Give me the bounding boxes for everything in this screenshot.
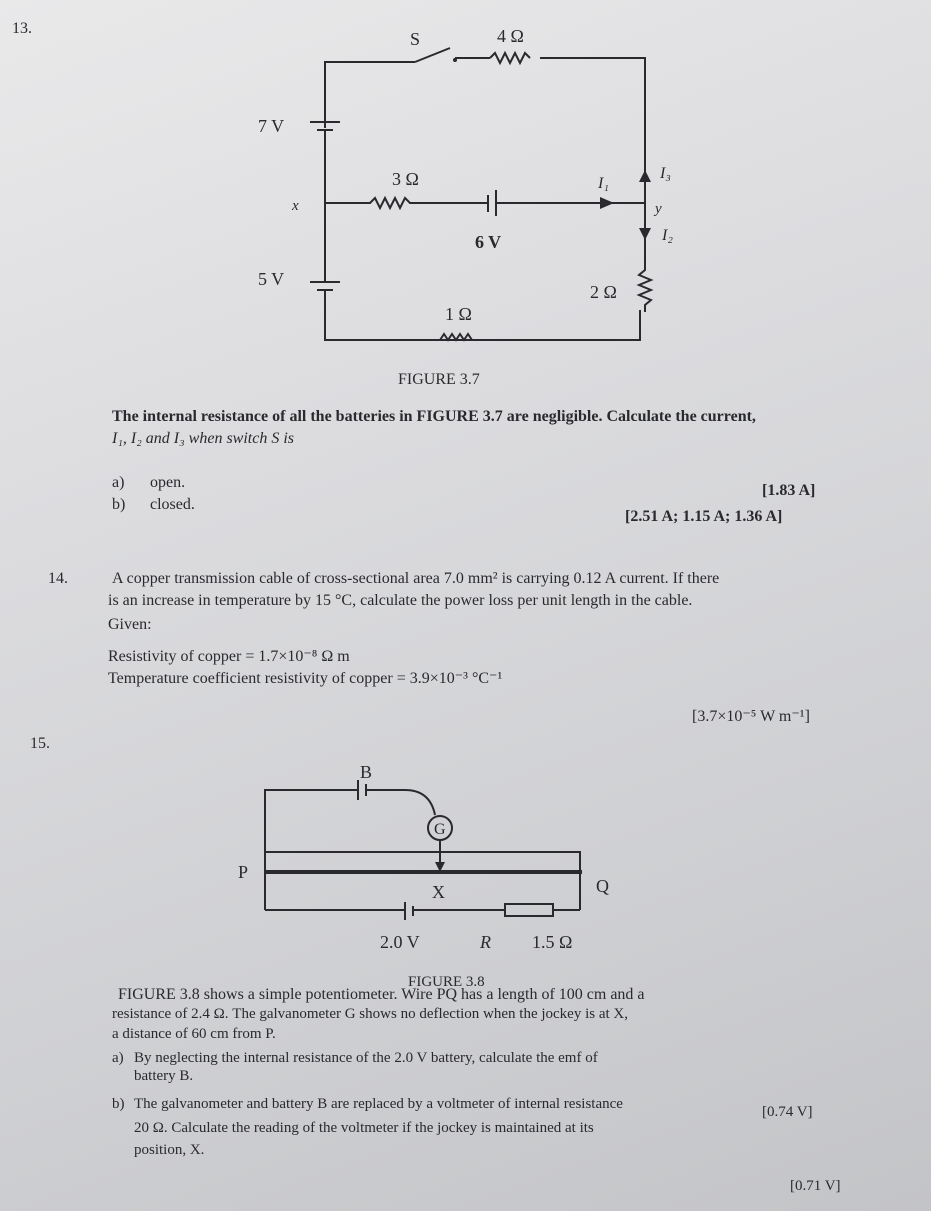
- label-r-right: 2 Ω: [590, 282, 617, 302]
- q14-line-4: Resistivity of copper = 1.7×10⁻⁸ Ω m: [108, 648, 350, 665]
- q13-text-2: I₁, I₂ and I₃ when switch S is: [112, 430, 295, 447]
- q15-part-b-line-1: The galvanometer and battery B are replaced by a voltmeter of internal resistance: [134, 1096, 623, 1112]
- q14-line-1: A copper transmission cable of cross-sectional area 7.0 mm² is carrying 0.12 A current. If there: [112, 570, 720, 587]
- question-14-number: 14.: [48, 570, 68, 587]
- label-emf: 2.0 V: [380, 932, 420, 952]
- q13-part-a-text: open.: [150, 474, 186, 491]
- q15-line-3: a distance of 60 cm from P.: [112, 1026, 276, 1042]
- q15-part-a-label: a): [112, 1050, 124, 1066]
- q13-part-a-answer: [1.83 A]: [762, 482, 816, 499]
- q15-line-2: resistance of 2.4 Ω. The galvanometer G shows no deflection when the jockey is at X,: [112, 1006, 628, 1022]
- label-i3: I₃: [660, 165, 671, 182]
- question-15-number: 15.: [30, 735, 50, 752]
- q15-part-a-line-1: By neglecting the internal resistance of the 2.0 V battery, calculate the emf of: [134, 1050, 598, 1066]
- label-emf-mid: 6 V: [475, 232, 502, 252]
- label-switch: S: [410, 29, 421, 49]
- q14-line-2: is an increase in temperature by 15 °C, calculate the power loss per unit length in the cable.: [108, 592, 693, 609]
- q15-part-a-line-2: battery B.: [134, 1068, 194, 1084]
- label-p: P: [238, 862, 249, 882]
- circuit-frame: [265, 852, 580, 910]
- figure-3-8-caption: FIGURE 3.8: [408, 974, 485, 990]
- q14-line-3: Given:: [108, 616, 152, 633]
- q15-line-1: FIGURE 3.8 shows a simple potentiometer. Wire PQ has a length of 100 cm and a: [118, 986, 645, 1003]
- label-b: B: [360, 762, 373, 782]
- q13-part-a-label: a): [112, 474, 125, 491]
- label-g: G: [434, 821, 446, 838]
- label-node-y: y: [655, 201, 662, 217]
- label-q: Q: [596, 876, 609, 896]
- label-i1: I₁: [598, 175, 609, 192]
- q15-part-b-line-3: position, X.: [134, 1142, 205, 1158]
- q15-part-b-answer: [0.71 V]: [790, 1178, 841, 1194]
- q13-part-b-text: closed.: [150, 496, 195, 513]
- q13-part-b-answer: [2.51 A; 1.15 A; 1.36 A]: [625, 508, 783, 525]
- label-r-bottom: 1 Ω: [445, 304, 472, 324]
- q13-part-b-label: b): [112, 496, 126, 513]
- q15-part-a-answer: [0.74 V]: [762, 1104, 813, 1120]
- label-r: R: [480, 932, 491, 952]
- label-r-mid: 3 Ω: [392, 169, 419, 189]
- resistor-r: [505, 904, 553, 916]
- battery-b-branch: [265, 780, 435, 852]
- q14-answer: [3.7×10⁻⁵ W m⁻¹]: [692, 708, 810, 725]
- label-emf2: 5 V: [258, 269, 285, 289]
- label-r-top: 4 Ω: [497, 26, 524, 46]
- q15-part-b-label: b): [112, 1096, 125, 1112]
- question-13-number: 13.: [12, 20, 32, 37]
- label-x: X: [432, 882, 445, 902]
- q15-part-b-line-2: 20 Ω. Calculate the reading of the voltmeter if the jockey is maintained at its: [134, 1120, 594, 1136]
- figure-3-7-caption: FIGURE 3.7: [398, 371, 480, 388]
- label-node-x: x: [292, 198, 299, 214]
- label-r-value: 1.5 Ω: [532, 932, 573, 952]
- q13-text-1: The internal resistance of all the batteries in FIGURE 3.7 are negligible. Calculate the current,: [112, 408, 756, 425]
- q14-line-5: Temperature coefficient resistivity of copper = 3.9×10⁻³ °C⁻¹: [108, 670, 503, 687]
- label-emf1: 7 V: [258, 116, 285, 136]
- label-i2: I₂: [662, 227, 673, 244]
